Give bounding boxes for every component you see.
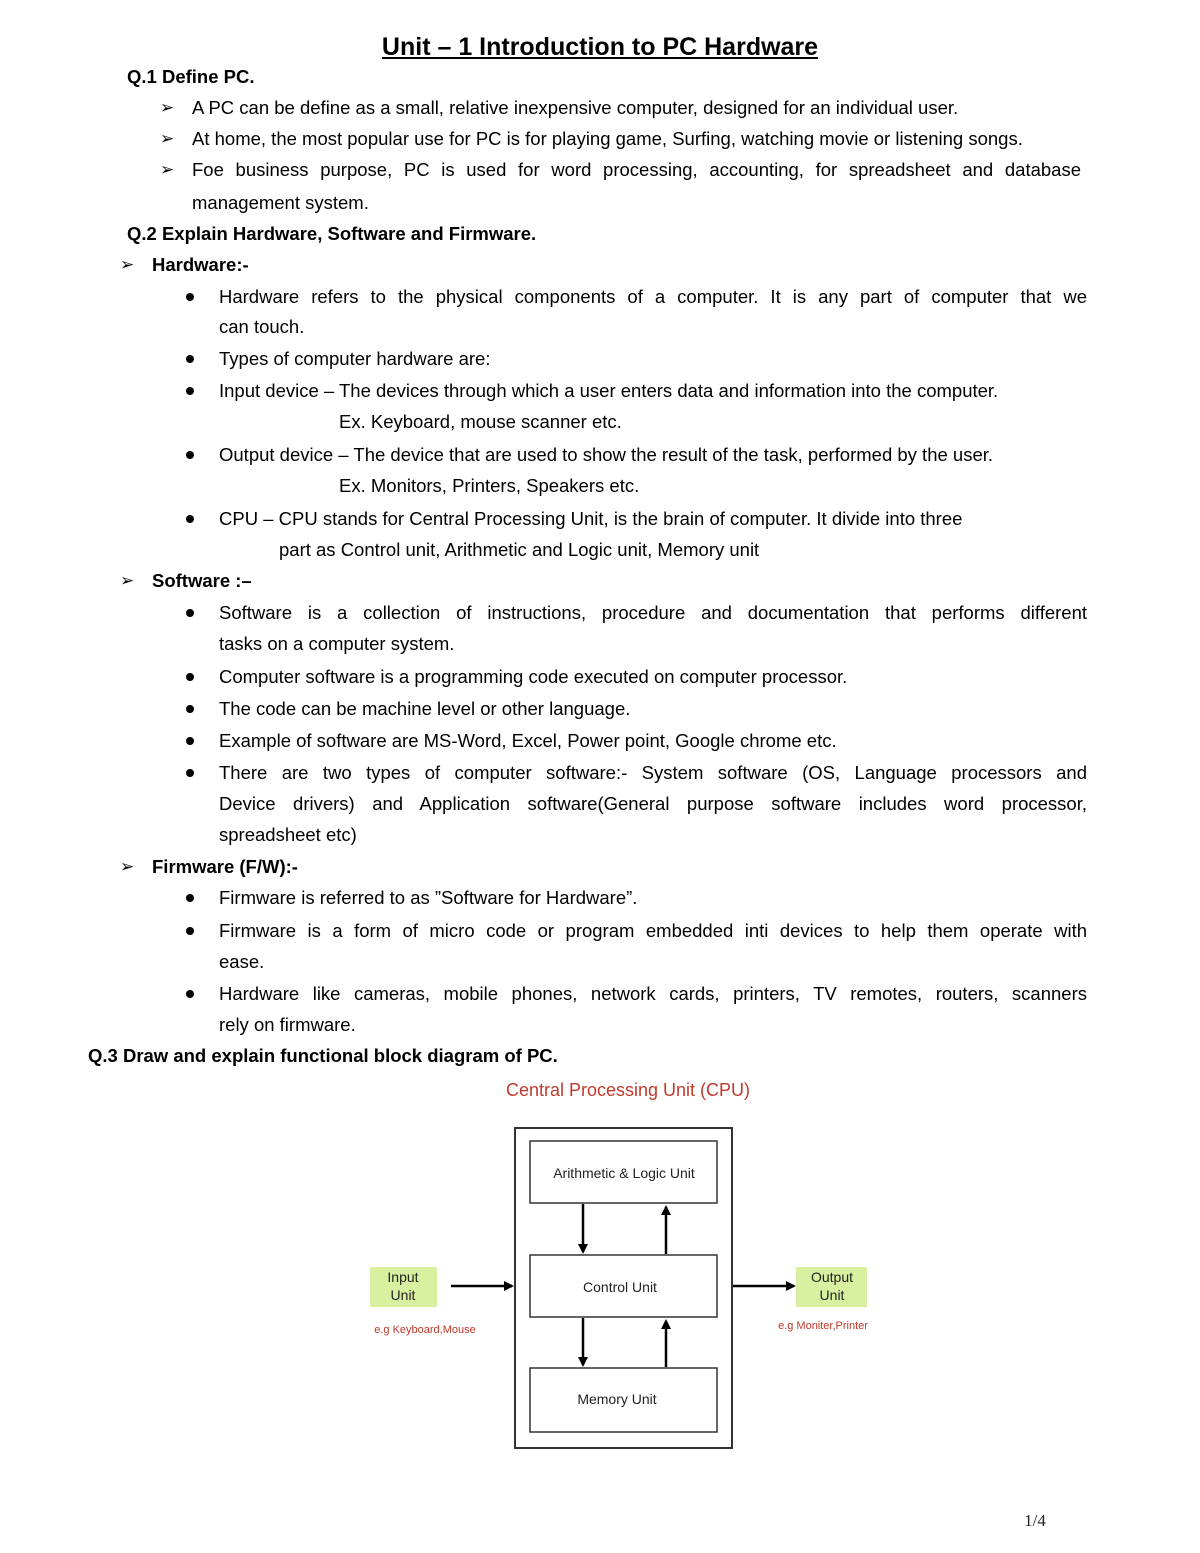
- input-unit-label: Unit: [390, 1287, 416, 1303]
- output-unit-label: Output: [810, 1269, 854, 1285]
- hardware-line: Ex. Keyboard, mouse scanner etc.: [339, 411, 622, 432]
- arrow-bullet-icon: ➢: [120, 857, 135, 876]
- q1-point: A PC can be define as a small, relative inexpensive computer, designed for an individual user.: [192, 97, 959, 118]
- software-line: Example of software are MS-Word, Excel, Power point, Google chrome etc.: [219, 730, 837, 751]
- arrow-bullet-icon: ➢: [120, 255, 135, 274]
- hardware-line: Input device – The devices through which a user enters data and information into the computer.: [219, 380, 999, 401]
- arrow-bullet-icon: ➢: [160, 98, 175, 117]
- q1-heading: Q.1 Define PC.: [127, 66, 255, 87]
- page-number: 1/4: [1024, 1511, 1046, 1530]
- firmware-line: Firmware is a form of micro code or program embedded inti devices to help them operate with: [219, 920, 1087, 941]
- hardware-line: Output device – The device that are used to show the result of the task, performed by the user.: [219, 444, 994, 465]
- hardware-line: Types of computer hardware are:: [219, 348, 491, 369]
- q1-point: At home, the most popular use for PC is for playing game, Surfing, watching movie or listening songs.: [192, 128, 1023, 149]
- q3-heading: Q.3 Draw and explain functional block diagram of PC.: [88, 1045, 558, 1066]
- software-line: spreadsheet etc): [219, 824, 357, 845]
- hardware-line: CPU – CPU stands for Central Processing Unit, is the brain of computer. It divide into three: [219, 508, 963, 529]
- arrow-bullet-icon: ➢: [120, 571, 135, 590]
- alu-label: Arithmetic & Logic Unit: [553, 1165, 695, 1181]
- software-line: Computer software is a programming code executed on computer processor.: [219, 666, 848, 687]
- memory-unit-label: Memory Unit: [577, 1391, 657, 1407]
- software-line: The code can be machine level or other language.: [219, 698, 631, 719]
- control-unit-label: Control Unit: [583, 1279, 657, 1295]
- hardware-line: can touch.: [219, 316, 305, 337]
- software-line: tasks on a computer system.: [219, 633, 455, 654]
- q1-point-continued: management system.: [192, 192, 369, 213]
- input-example: e.g Keyboard,Mouse: [374, 1324, 476, 1336]
- firmware-line: ease.: [219, 951, 265, 972]
- software-line: Device drivers) and Application software(General purpose software includes word processor,: [219, 793, 1087, 814]
- software-line: Software is a collection of instructions, procedure and documentation that performs different: [219, 602, 1087, 623]
- output-example: e.g Moniter,Printer: [778, 1320, 868, 1332]
- hardware-line: part as Control unit, Arithmetic and Logic unit, Memory unit: [279, 539, 760, 560]
- output-unit-label: Unit: [819, 1287, 845, 1303]
- firmware-line: Hardware like cameras, mobile phones, network cards, printers, TV remotes, routers, scanners: [219, 983, 1087, 1004]
- firmware-line: Firmware is referred to as ”Software for Hardware”.: [219, 887, 638, 908]
- arrow-bullet-icon: ➢: [160, 129, 175, 148]
- hardware-heading: Hardware:-: [152, 254, 249, 275]
- firmware-line: rely on firmware.: [219, 1014, 356, 1035]
- hardware-line: Hardware refers to the physical components of a computer. It is any part of computer that we: [219, 286, 1087, 307]
- diagram-title: Central Processing Unit (CPU): [505, 1080, 751, 1100]
- q1-point: Foe business purpose, PC is used for word processing, accounting, for spreadsheet and database: [192, 159, 1081, 180]
- arrow-bullet-icon: ➢: [160, 160, 175, 179]
- hardware-line: Ex. Monitors, Printers, Speakers etc.: [339, 475, 640, 496]
- input-unit-label: Input: [387, 1269, 419, 1285]
- software-line: There are two types of computer software:- System software (OS, Language processors and: [219, 762, 1087, 783]
- q2-heading: Q.2 Explain Hardware, Software and Firmware.: [127, 223, 537, 244]
- page-title: Unit – 1 Introduction to PC Hardware: [381, 33, 819, 61]
- firmware-heading: Firmware (F/W):-: [152, 856, 298, 877]
- software-heading: Software :–: [152, 570, 252, 591]
